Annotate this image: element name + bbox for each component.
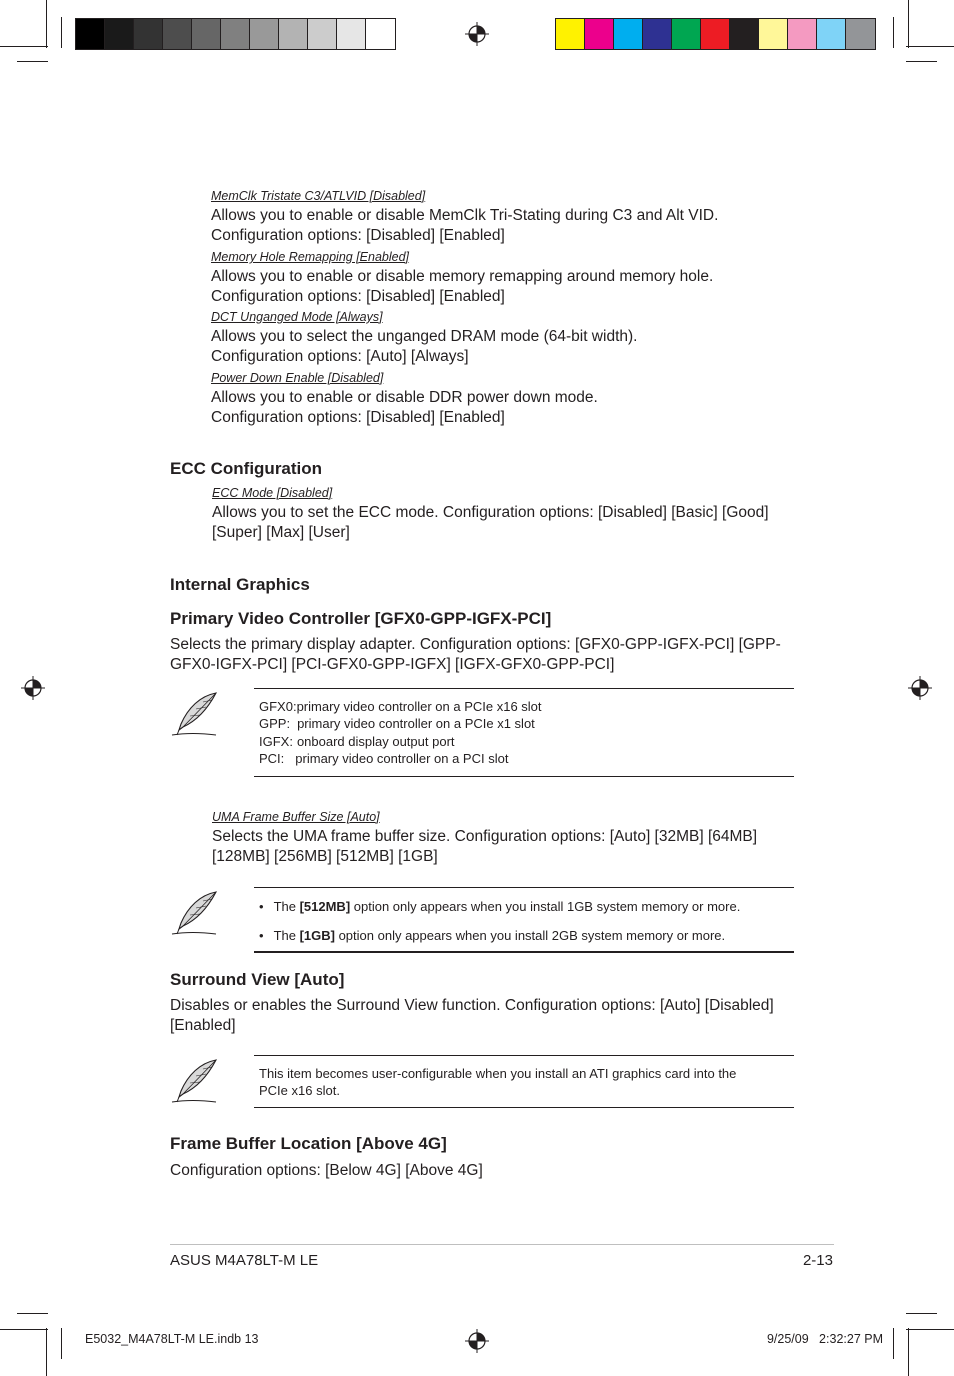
calibration-swatch bbox=[134, 19, 163, 49]
power-down-options: Configuration options: [Disabled] [Enabled] bbox=[211, 409, 505, 426]
calibration-swatch bbox=[308, 19, 337, 49]
registration-mark-icon bbox=[21, 676, 45, 700]
note-rule bbox=[254, 1107, 794, 1108]
note-line: IGFX: onboard display output port bbox=[259, 734, 455, 749]
ecc-mode-description-cont: [Super] [Max] [User] bbox=[212, 524, 350, 541]
footer-product-name: ASUS M4A78LT-M LE bbox=[170, 1252, 319, 1269]
primary-video-description-cont: GFX0-IGFX-PCI] [PCI-GFX0-GPP-IGFX] [IGFX-GFX0-GPP-PCI] bbox=[170, 656, 615, 673]
calibration-swatch bbox=[614, 19, 643, 49]
registration-mark-icon bbox=[465, 1329, 489, 1353]
memory-hole-description: Allows you to enable or disable memory remapping around memory hole. bbox=[211, 268, 714, 285]
dct-unganged-title: DCT Unganged Mode [Always] bbox=[211, 310, 383, 324]
memclk-description: Allows you to enable or disable MemClk Tri-Stating during C3 and Alt VID. bbox=[211, 207, 719, 224]
crop-mark bbox=[893, 17, 894, 48]
grayscale-calibration-bar bbox=[75, 18, 396, 50]
registration-mark-icon bbox=[908, 676, 932, 700]
calibration-swatch bbox=[337, 19, 366, 49]
calibration-swatch bbox=[76, 19, 105, 49]
power-down-title: Power Down Enable [Disabled] bbox=[211, 371, 384, 385]
crop-mark bbox=[17, 1313, 48, 1314]
calibration-swatch bbox=[701, 19, 730, 49]
note-rule bbox=[254, 951, 794, 953]
footer-page-number: 2-13 bbox=[802, 1252, 833, 1269]
calibration-swatch bbox=[788, 19, 817, 49]
calibration-swatch bbox=[672, 19, 701, 49]
calibration-swatch bbox=[163, 19, 192, 49]
crop-mark bbox=[46, 1328, 47, 1376]
calibration-swatch bbox=[366, 19, 395, 49]
note-line: GPP: primary video controller on a PCIe x1 slot bbox=[259, 716, 535, 731]
calibration-swatch bbox=[643, 19, 672, 49]
quill-note-icon bbox=[170, 1057, 220, 1107]
note-rule bbox=[254, 1055, 794, 1056]
note-line: This item becomes user-configurable when you install an ATI graphics card into the bbox=[259, 1066, 737, 1081]
registration-mark-icon bbox=[465, 22, 489, 46]
calibration-swatch bbox=[846, 19, 875, 49]
calibration-swatch bbox=[556, 19, 585, 49]
crop-mark bbox=[908, 0, 909, 48]
calibration-swatch bbox=[817, 19, 846, 49]
slug-file-info: E5032_M4A78LT-M LE.indb 13 bbox=[85, 1332, 259, 1346]
color-calibration-bar bbox=[555, 18, 876, 50]
note-line: GFX0:primary video controller on a PCIe x16 slot bbox=[259, 699, 542, 714]
quill-note-icon bbox=[170, 889, 220, 939]
crop-mark bbox=[893, 1328, 894, 1359]
calibration-swatch bbox=[105, 19, 134, 49]
crop-mark bbox=[906, 1329, 954, 1330]
ecc-mode-title: ECC Mode [Disabled] bbox=[212, 486, 333, 500]
crop-mark bbox=[61, 1328, 62, 1359]
ecc-configuration-heading: ECC Configuration bbox=[170, 459, 323, 478]
uma-frame-buffer-description: Selects the UMA frame buffer size. Configuration options: [Auto] [32MB] [64MB] bbox=[212, 828, 758, 845]
quill-note-icon bbox=[170, 690, 220, 740]
crop-mark bbox=[0, 46, 48, 47]
crop-mark bbox=[906, 61, 937, 62]
note-box-uma bbox=[170, 887, 794, 953]
note-box-surround bbox=[170, 1055, 794, 1108]
crop-mark bbox=[908, 1328, 909, 1376]
memclk-tristate-title: MemClk Tristate C3/ATLVID [Disabled] bbox=[211, 189, 426, 203]
note-line: PCIe x16 slot. bbox=[259, 1083, 340, 1098]
memclk-options: Configuration options: [Disabled] [Enabled] bbox=[211, 227, 505, 244]
note-rule bbox=[254, 688, 794, 689]
note-bullet-item: • The [1GB] option only appears when you install 2GB system memory or more. bbox=[259, 928, 726, 943]
calibration-swatch bbox=[221, 19, 250, 49]
uma-frame-buffer-title: UMA Frame Buffer Size [Auto] bbox=[212, 810, 380, 824]
surround-view-description: Disables or enables the Surround View function. Configuration options: [Auto] [Disabled] bbox=[170, 997, 774, 1014]
surround-view-heading: Surround View [Auto] bbox=[170, 970, 345, 989]
crop-mark bbox=[46, 0, 47, 48]
footer-rule bbox=[170, 1244, 834, 1245]
uma-frame-buffer-description-cont: [128MB] [256MB] [512MB] [1GB] bbox=[212, 848, 438, 865]
calibration-swatch bbox=[759, 19, 788, 49]
crop-mark bbox=[61, 17, 62, 48]
ecc-mode-description: Allows you to set the ECC mode. Configuration options: [Disabled] [Basic] [Good] bbox=[212, 504, 769, 521]
crop-mark bbox=[17, 61, 48, 62]
note-rule bbox=[254, 776, 794, 777]
memory-hole-options: Configuration options: [Disabled] [Enabled] bbox=[211, 288, 505, 305]
frame-buffer-location-options: Configuration options: [Below 4G] [Above 4G] bbox=[170, 1162, 483, 1179]
internal-graphics-heading: Internal Graphics bbox=[170, 575, 310, 594]
calibration-swatch bbox=[192, 19, 221, 49]
crop-mark bbox=[0, 1329, 48, 1330]
frame-buffer-location-heading: Frame Buffer Location [Above 4G] bbox=[170, 1134, 447, 1153]
primary-video-description: Selects the primary display adapter. Configuration options: [GFX0-GPP-IGFX-PCI] [GPP- bbox=[170, 636, 781, 653]
dct-unganged-options: Configuration options: [Auto] [Always] bbox=[211, 348, 469, 365]
calibration-swatch bbox=[585, 19, 614, 49]
note-line: PCI: primary video controller on a PCI slot bbox=[259, 751, 509, 766]
note-bullet-item: • The [512MB] option only appears when you install 1GB system memory or more. bbox=[259, 899, 741, 914]
primary-video-heading: Primary Video Controller [GFX0-GPP-IGFX-PCI] bbox=[170, 609, 552, 628]
note-box-primary-video bbox=[170, 688, 794, 777]
note-rule bbox=[254, 887, 794, 888]
surround-view-description-cont: [Enabled] bbox=[170, 1017, 236, 1034]
calibration-swatch bbox=[279, 19, 308, 49]
calibration-swatch bbox=[250, 19, 279, 49]
crop-mark bbox=[906, 1313, 937, 1314]
dct-unganged-description: Allows you to select the unganged DRAM mode (64-bit width). bbox=[211, 328, 638, 345]
power-down-description: Allows you to enable or disable DDR power down mode. bbox=[211, 389, 598, 406]
calibration-swatch bbox=[730, 19, 759, 49]
slug-timestamp: 9/25/09 2:32:27 PM bbox=[766, 1332, 883, 1346]
crop-mark bbox=[906, 46, 954, 47]
memory-hole-title: Memory Hole Remapping [Enabled] bbox=[211, 250, 410, 264]
